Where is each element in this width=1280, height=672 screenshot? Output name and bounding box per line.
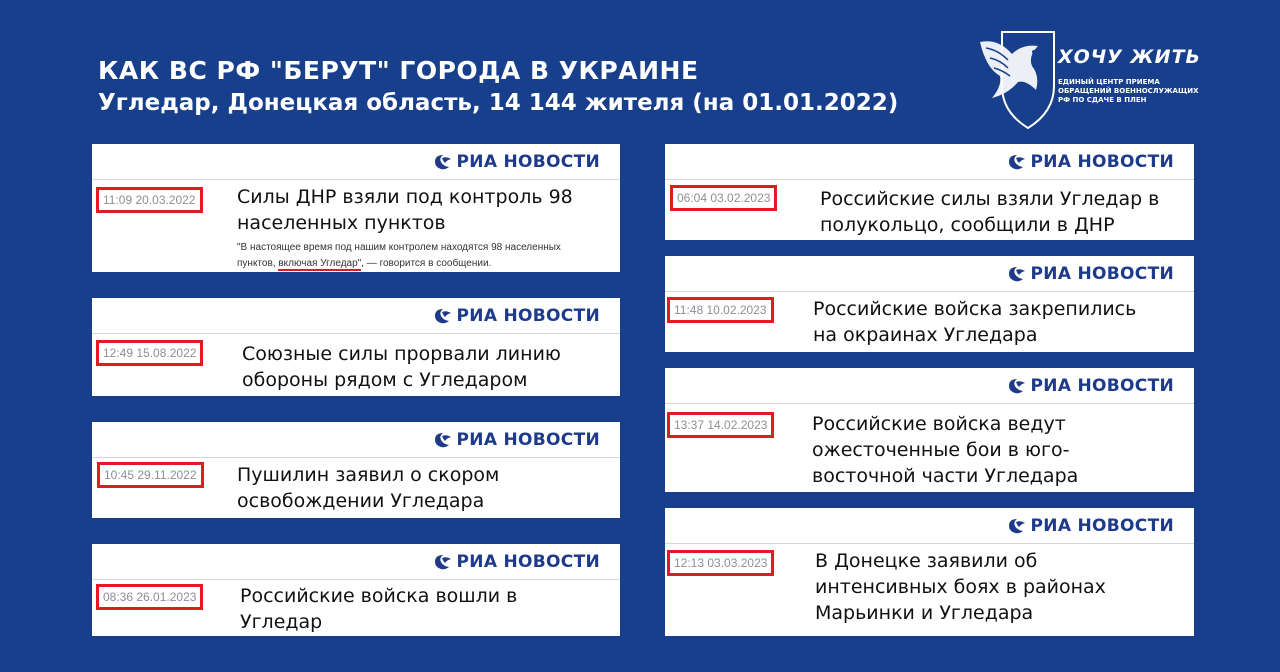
quote-line-2 — [237, 256, 617, 272]
timestamp: 11:48 10.02.2023 — [667, 297, 774, 323]
ria-novosti-label: РИА НОВОСТИ — [1030, 264, 1174, 284]
headline-line: освобождении Угледара — [237, 490, 485, 512]
headline-line: Силы ДНР взяли под контроль 98 — [237, 186, 573, 208]
logo-sub-line: РФ ПО СДАЧЕ В ПЛЕН — [1058, 96, 1147, 104]
ria-novosti-logo — [1007, 516, 1174, 536]
news-headline — [240, 583, 517, 635]
headline-line: Российские войска ведут — [812, 413, 1066, 435]
ria-globe-icon — [433, 431, 453, 449]
quote-fragment: пунктов, — [237, 258, 276, 269]
ria-novosti-logo — [433, 430, 600, 450]
news-headline — [237, 184, 573, 236]
ria-novosti-label: РИА НОВОСТИ — [1030, 152, 1174, 172]
news-headline — [812, 411, 1078, 489]
ria-novosti-label: РИА НОВОСТИ — [1030, 376, 1174, 396]
timestamp: 10:45 29.11.2022 — [97, 462, 204, 488]
ria-novosti-label: РИА НОВОСТИ — [456, 152, 600, 172]
headline-line: ожесточенные бои в юго- — [812, 439, 1070, 461]
news-card — [665, 368, 1194, 492]
quote-fragment: , — говорится в сообщении. — [361, 258, 492, 269]
headline-line: населенных пунктов — [237, 212, 446, 234]
logo-sub-line: ОБРАЩЕНИЙ ВОЕННОСЛУЖАЩИХ — [1058, 87, 1199, 95]
news-headline — [813, 296, 1136, 348]
ria-novosti-logo — [433, 306, 600, 326]
ria-novosti-label: РИА НОВОСТИ — [1030, 516, 1174, 536]
timestamp: 06:04 03.02.2023 — [670, 185, 777, 211]
card-header — [92, 144, 620, 180]
news-card — [665, 256, 1194, 352]
headline-line: Российские войска вошли в — [240, 585, 518, 607]
ria-novosti-logo — [433, 152, 600, 172]
headline-line: Союзные силы прорвали линию — [242, 343, 561, 365]
headline-line: Российские силы взяли Угледар в — [820, 188, 1160, 210]
ria-novosti-label: РИА НОВОСТИ — [456, 430, 600, 450]
headline-line: интенсивных боях в районах — [815, 576, 1106, 598]
ria-globe-icon — [1007, 377, 1027, 395]
news-card — [92, 144, 620, 272]
news-card — [665, 144, 1194, 240]
card-header — [92, 422, 620, 458]
headline-line: на окраинах Угледара — [813, 324, 1038, 346]
ria-globe-icon — [433, 553, 453, 571]
ria-novosti-logo — [1007, 264, 1174, 284]
card-header — [665, 368, 1194, 404]
card-header — [665, 508, 1194, 544]
headline-line: восточной части Угледара — [812, 465, 1079, 487]
timestamp: 12:49 15.08.2022 — [96, 340, 203, 366]
news-headline — [820, 186, 1159, 238]
headline-line: В Донецке заявили об — [815, 550, 1038, 572]
khochu-zhit-logo — [978, 24, 1208, 130]
card-header — [665, 144, 1194, 180]
card-header — [92, 544, 620, 580]
ria-globe-icon — [433, 307, 453, 325]
logo-subtitle — [1058, 78, 1208, 105]
quote-highlight: включая Угледар" — [278, 258, 362, 269]
page-title: КАК ВС РФ "БЕРУТ" ГОРОДА В УКРАИНЕ — [98, 56, 699, 85]
news-card — [92, 544, 620, 636]
logo-sub-line: ЕДИНЫЙ ЦЕНТР ПРИЕМА — [1058, 78, 1160, 86]
headline-line: Пушилин заявил о скором — [237, 464, 500, 486]
dove-icon — [978, 24, 1058, 130]
news-headline — [237, 462, 499, 514]
card-header — [92, 298, 620, 334]
news-card — [92, 422, 620, 518]
timestamp: 13:37 14.02.2023 — [667, 412, 774, 438]
ria-globe-icon — [433, 153, 453, 171]
timestamp: 08:36 26.01.2023 — [96, 584, 203, 610]
card-header — [665, 256, 1194, 292]
news-quote — [237, 240, 617, 272]
ria-novosti-logo — [1007, 152, 1174, 172]
timestamp: 11:09 20.03.2022 — [96, 187, 203, 213]
page-subtitle: Угледар, Донецкая область, 14 144 жителя (на 01.01.2022) — [98, 90, 899, 116]
ria-novosti-label: РИА НОВОСТИ — [456, 306, 600, 326]
news-headline — [815, 548, 1106, 626]
headline-line: Марьинки и Угледара — [815, 602, 1034, 624]
ria-globe-icon — [1007, 153, 1027, 171]
ria-globe-icon — [1007, 265, 1027, 283]
ria-novosti-label: РИА НОВОСТИ — [456, 552, 600, 572]
news-headline — [242, 341, 561, 393]
quote-line: "В настоящее время под нашим контролем находятся 98 населенных — [237, 242, 561, 253]
news-card — [92, 298, 620, 396]
headline-line: обороны рядом с Угледаром — [242, 369, 528, 391]
logo-title: ХОЧУ ЖИТЬ — [1058, 46, 1202, 68]
timestamp: 12:13 03.03.2023 — [667, 550, 774, 576]
headline-line: Российские войска закрепились — [813, 298, 1137, 320]
ria-novosti-logo — [1007, 376, 1174, 396]
headline-line: Угледар — [240, 611, 323, 633]
news-card — [665, 508, 1194, 636]
ria-globe-icon — [1007, 517, 1027, 535]
headline-line: полукольцо, сообщили в ДНР — [820, 214, 1115, 236]
ria-novosti-logo — [433, 552, 600, 572]
